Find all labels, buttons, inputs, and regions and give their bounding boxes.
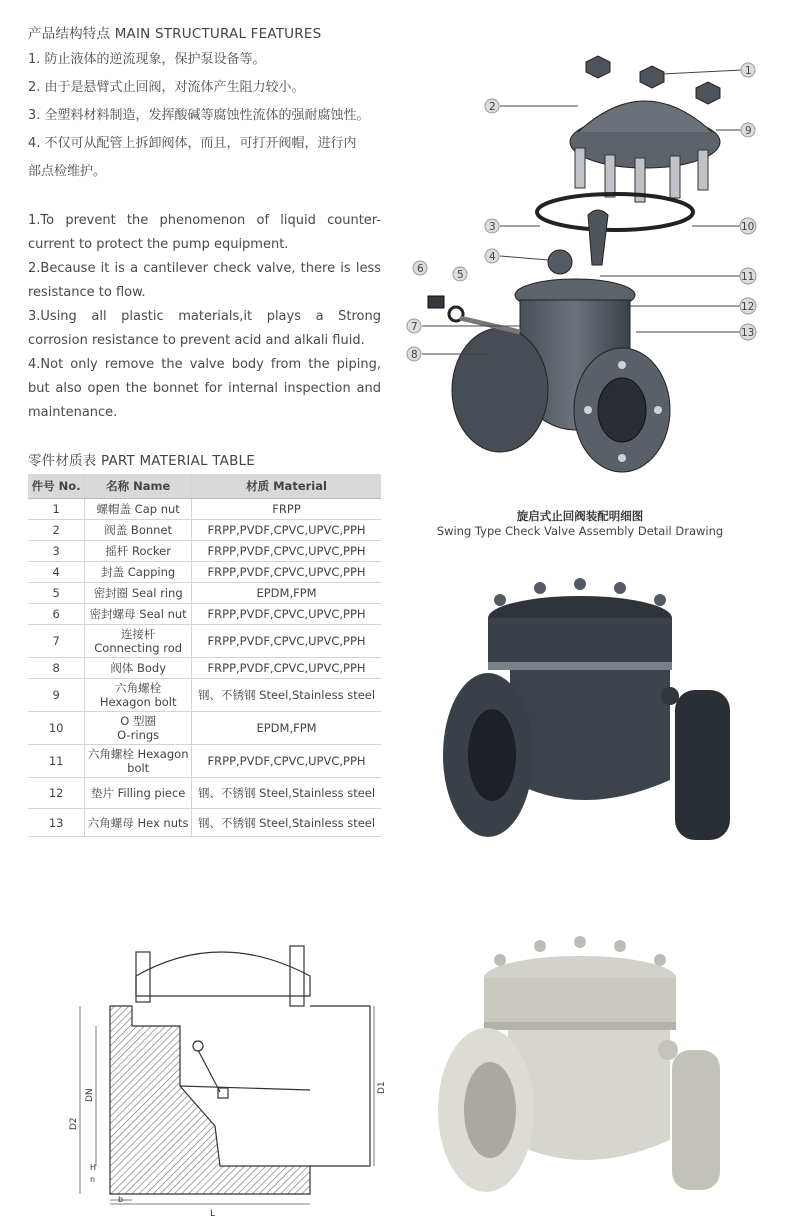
row-no: 5 (28, 583, 85, 604)
row-material: FRPP,PVDF,CPVC,UPVC,PPH (192, 658, 381, 679)
callout-9: 9 (745, 125, 752, 137)
dim-d1-label: D1 (377, 1081, 387, 1094)
drawing-caption-cn: 旋启式止回阀装配明细图 (516, 509, 644, 523)
table-heading: 零件材质表 PART MATERIAL TABLE (28, 453, 256, 469)
row-material: FRPP (192, 499, 381, 520)
row-name: O 型圈 O-rings (85, 712, 192, 745)
table-row (28, 520, 381, 541)
row-no: 9 (28, 679, 85, 712)
dim-n-label: n (90, 1175, 96, 1184)
table-row (28, 562, 381, 583)
callout-8: 8 (411, 349, 418, 361)
table-row (28, 745, 381, 778)
light-valve-photo (430, 930, 730, 1200)
row-no: 6 (28, 604, 85, 625)
feature-en-3: 3.Using all plastic materials,it plays a Strong corrosion resistance to prevent acid and alkali fluid. (28, 309, 381, 348)
feature-en-4: 4.Not only remove the valve body from the piping, but also open the bonnet for internal inspection and maintenance. (28, 357, 381, 420)
dark-valve-photo (440, 570, 740, 855)
table-row (28, 583, 381, 604)
row-material: FRPP,PVDF,CPVC,UPVC,PPH (192, 541, 381, 562)
row-material: 钢、不锈钢 Steel,Stainless steel (192, 778, 381, 809)
feature-cn-3: 3. 全塑料材料制造，发挥酸碱等腐蚀性流体的强耐腐蚀性。 (28, 108, 370, 123)
row-material: FRPP,PVDF,CPVC,UPVC,PPH (192, 604, 381, 625)
callout-10: 10 (741, 221, 755, 233)
dim-h-label: H (90, 1163, 97, 1172)
connecting-rod (428, 296, 520, 332)
row-material: EPDM,FPM (192, 712, 381, 745)
row-name: 密封螺母 Seal nut (85, 604, 192, 625)
feature-en-1: 1.To prevent the phenomenon of liquid counter-current to protect the pump equipment. (28, 213, 381, 252)
table-row (28, 658, 381, 679)
valve-body (452, 279, 670, 472)
row-name: 摇杆 Rocker (85, 541, 192, 562)
row-no: 1 (28, 499, 85, 520)
feature-cn-5: 部点检维护。 (28, 164, 107, 179)
o-ring-gasket (537, 194, 693, 230)
col-header-material: 材质 Material (192, 474, 381, 499)
feature-en-2: 2.Because it is a cantilever check valve, there is less resistance to flow. (28, 261, 381, 300)
row-material: 钢、不锈钢 Steel,Stainless steel (192, 679, 381, 712)
row-name: 连接杆 Connecting rod (85, 625, 192, 658)
dim-d2-label: D2 (69, 1117, 79, 1130)
row-name: 密封圈 Seal ring (85, 583, 192, 604)
row-name: 封盖 Capping (85, 562, 192, 583)
row-name: 六角螺母 Hex nuts (85, 809, 192, 837)
callout-11: 11 (741, 271, 755, 283)
row-material: 钢、不锈钢 Steel,Stainless steel (192, 809, 381, 837)
row-material: FRPP,PVDF,CPVC,UPVC,PPH (192, 520, 381, 541)
exploded-assembly-drawing (400, 40, 780, 500)
row-name: 螺帽盖 Cap nut (85, 499, 192, 520)
row-name: 垫片 Filling piece (85, 778, 192, 809)
section-dimension-drawing (69, 930, 390, 1218)
table-row (28, 625, 381, 658)
bonnet (570, 101, 720, 202)
dim-b-label: b (118, 1195, 124, 1204)
col-header-name: 名称 Name (85, 474, 192, 499)
row-name: 阀盖 Bonnet (85, 520, 192, 541)
table-row (28, 499, 381, 520)
features-cn-list (28, 46, 388, 186)
rocker (588, 210, 608, 265)
table-header-row (28, 474, 381, 499)
row-name: 六角螺栓 Hexagon bolt (85, 745, 192, 778)
table-row (28, 712, 381, 745)
callout-4: 4 (489, 251, 496, 263)
table-row (28, 541, 381, 562)
row-no: 11 (28, 745, 85, 778)
callout-12: 12 (741, 301, 755, 313)
row-no: 8 (28, 658, 85, 679)
row-material: EPDM,FPM (192, 583, 381, 604)
feature-cn-2: 2. 由于是悬臂式止回阀，对流体产生阻力较小。 (28, 80, 305, 95)
callout-3: 3 (489, 221, 496, 233)
row-no: 4 (28, 562, 85, 583)
part-material-table (28, 474, 381, 837)
callout-5: 5 (457, 269, 464, 281)
row-material: FRPP,PVDF,CPVC,UPVC,PPH (192, 562, 381, 583)
col-header-no: 件号 No. (28, 474, 85, 499)
drawing-caption-en: Swing Type Check Valve Assembly Detail Drawing (436, 524, 724, 538)
table-row (28, 679, 381, 712)
cap-nut-group (586, 56, 720, 104)
callout-1: 1 (745, 65, 752, 77)
dim-l-label: L (210, 1209, 216, 1218)
table-row (28, 604, 381, 625)
features-heading: 产品结构特点 MAIN STRUCTURAL FEATURES (28, 26, 322, 42)
table-row (28, 809, 381, 837)
row-no: 12 (28, 778, 85, 809)
callout-13: 13 (741, 327, 755, 339)
table-row (28, 778, 381, 809)
row-name: 六角螺栓 Hexagon bolt (85, 679, 192, 712)
row-no: 13 (28, 809, 85, 837)
callout-2: 2 (489, 101, 496, 113)
row-material: FRPP,PVDF,CPVC,UPVC,PPH (192, 745, 381, 778)
dim-dn-label: DN (85, 1088, 95, 1102)
row-no: 10 (28, 712, 85, 745)
row-name: 阀体 Body (85, 658, 192, 679)
row-material: FRPP,PVDF,CPVC,UPVC,PPH (192, 625, 381, 658)
feature-cn-1: 1. 防止液体的逆流现象，保护泵设备等。 (28, 52, 266, 67)
row-no: 3 (28, 541, 85, 562)
features-en-list (28, 209, 381, 425)
row-no: 2 (28, 520, 85, 541)
capping (548, 250, 572, 274)
callout-6: 6 (417, 263, 424, 275)
feature-cn-4: 4. 不仅可从配管上拆卸阀体，而且，可打开阀帽，进行内 (28, 136, 357, 151)
callout-7: 7 (411, 321, 418, 333)
row-no: 7 (28, 625, 85, 658)
